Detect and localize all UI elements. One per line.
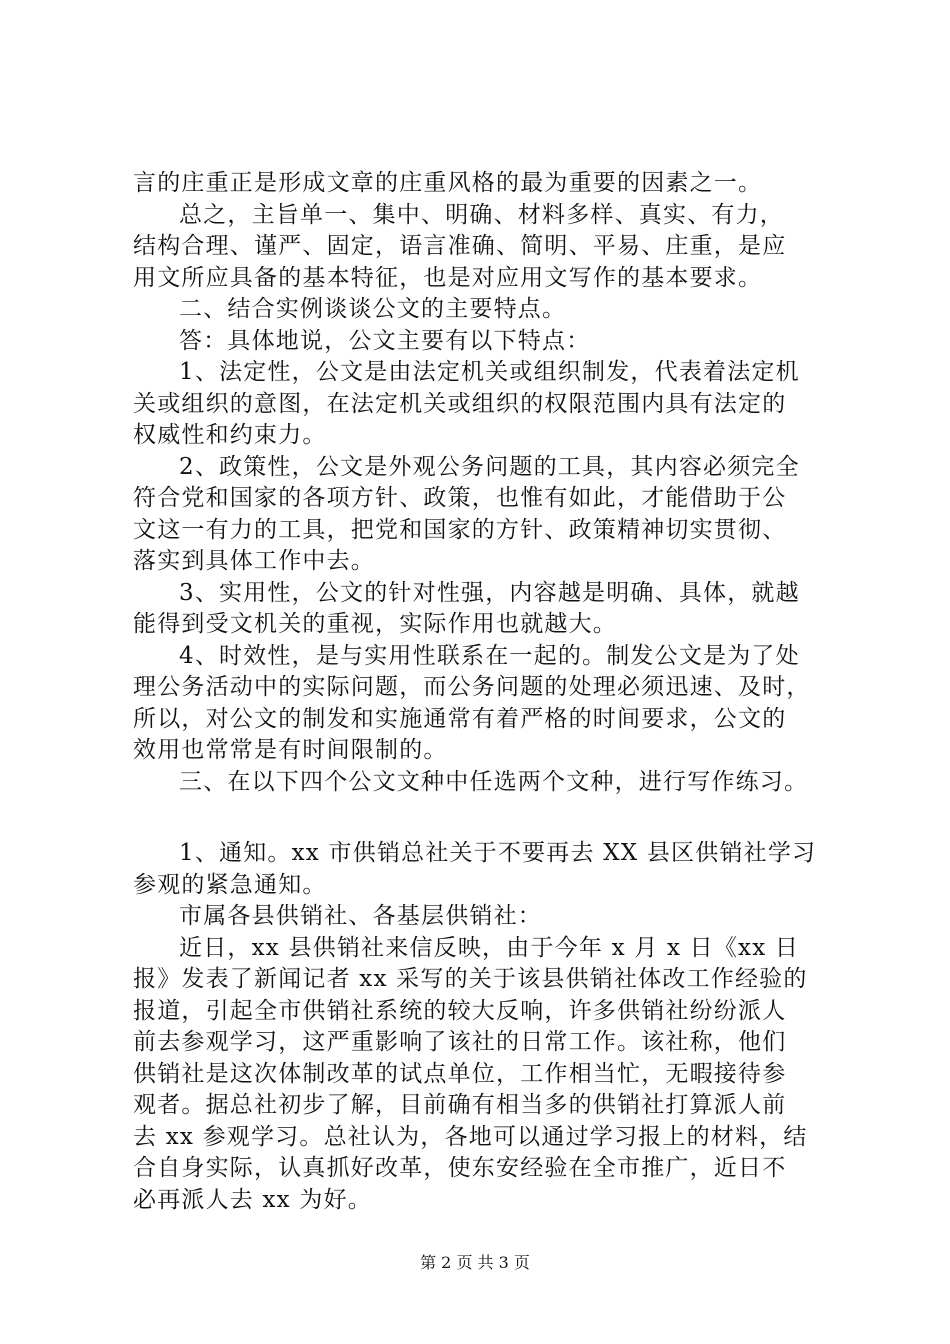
section-heading: 三、在以下四个公文文种中任选两个文种，进行写作练习。 — [179, 768, 809, 795]
text-line: 文这一有力的工具，把党和国家的方针、政策精神切实贯彻、 — [133, 516, 787, 543]
text-line: 言的庄重正是形成文章的庄重风格的最为重要的因素之一。 — [133, 170, 763, 196]
document-body — [133, 168, 853, 1216]
text-line: 去 xx 参观学习。总社认为，各地可以通过学习报上的材料，结 — [133, 1123, 808, 1150]
section-heading: 二、结合实例谈谈公文的主要特点。 — [179, 296, 567, 322]
text-line: 3、实用性，公文的针对性强，内容越是明确、具体，就越 — [179, 579, 800, 606]
text-line: 近日，xx 县供销社来信反映，由于今年 x 月 x 日《xx 日 — [179, 934, 800, 961]
text-line: 权威性和约束力。 — [133, 422, 327, 448]
text-line: 答：具体地说，公文主要有以下特点： — [179, 327, 591, 354]
text-line: 必再派人去 xx 为好。 — [133, 1186, 372, 1213]
text-line: 2、政策性，公文是外观公务问题的工具，其内容必须完全 — [179, 453, 800, 480]
text-line: 能得到受文机关的重视，实际作用也就越大。 — [133, 611, 617, 637]
text-line: 4、时效性，是与实用性联系在一起的。制发公文是为了处 — [179, 642, 800, 669]
text-line: 参观的紧急通知。 — [133, 871, 327, 898]
text-line: 报道，引起全市供销社系统的较大反响，许多供销社纷纷派人 — [133, 997, 787, 1024]
text-line: 1、通知。xx 市供销总社关于不要再去 XX 县区供销社学习 — [179, 840, 817, 866]
text-line: 效用也常常是有时间限制的。 — [133, 737, 448, 763]
salutation-line: 市属各县供销社、各基层供销社： — [179, 903, 542, 929]
text-line: 供销社是这次体制改革的试点单位，工作相当忙，无暇接待参 — [133, 1060, 787, 1087]
text-line: 理公务活动中的实际问题，而公务问题的处理必须迅速、及时， — [133, 674, 811, 700]
text-line: 报》发表了新闻记者 xx 采写的关于该县供销社体改工作经验的 — [133, 966, 808, 992]
text-line: 1、法定性，公文是由法定机关或组织制发，代表着法定机 — [179, 359, 800, 385]
text-line: 所以，对公文的制发和实施通常有着严格的时间要求，公文的 — [133, 705, 787, 732]
text-line: 关或组织的意图，在法定机关或组织的权限范围内具有法定的 — [133, 390, 787, 417]
text-line: 前去参观学习，这严重影响了该社的日常工作。该社称，他们 — [133, 1029, 787, 1055]
text-line: 结构合理、谨严、固定，语言准确、简明、平易、庄重，是应 — [133, 233, 787, 259]
text-line: 总之，主旨单一、集中、明确、材料多样、真实、有力， — [179, 201, 784, 228]
text-line: 用文所应具备的基本特征，也是对应用文写作的基本要求。 — [133, 264, 763, 291]
page-number-footer: 第 2 页 共 3 页 — [420, 1253, 530, 1272]
text-line: 落实到具体工作中去。 — [133, 548, 375, 574]
text-line: 观者。据总社初步了解，目前确有相当多的供销社打算派人前 — [133, 1092, 787, 1118]
text-line: 符合党和国家的各项方针、政策，也惟有如此，才能借助于公 — [133, 485, 787, 511]
text-line: 合自身实际，认真抓好改革，使东安经验在全市推广，近日不 — [133, 1155, 787, 1181]
